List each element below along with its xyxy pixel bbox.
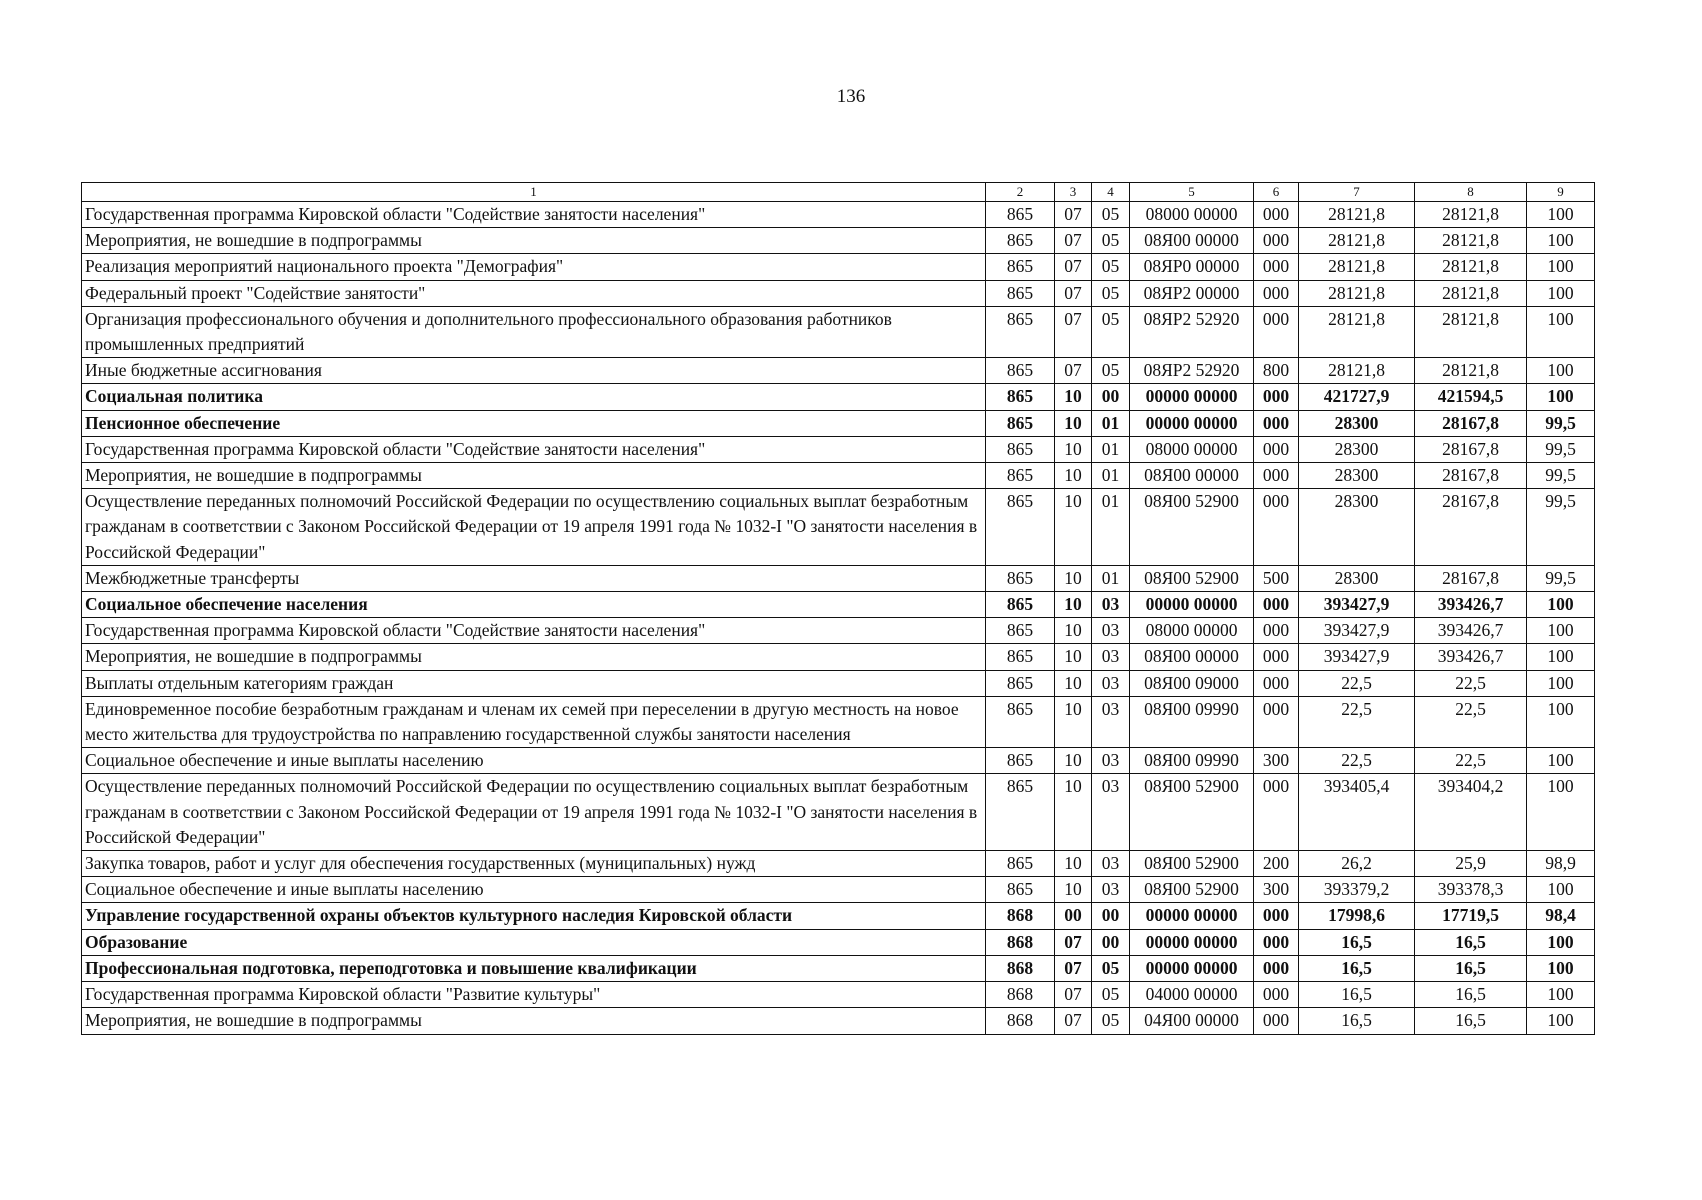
section-code: 10 (1055, 384, 1092, 410)
expense-type: 000 (1254, 384, 1299, 410)
subsection-code: 01 (1092, 410, 1130, 436)
table-row (82, 228, 1595, 254)
actual-amount: 22,5 (1415, 696, 1527, 747)
row-name: Закупка товаров, работ и услуг для обеспечения государственных (муниципальных) нужд (82, 851, 986, 877)
column-header-6: 6 (1254, 183, 1299, 202)
expense-type: 000 (1254, 774, 1299, 851)
section-code: 07 (1055, 955, 1092, 981)
expense-type: 000 (1254, 1008, 1299, 1034)
actual-amount: 28121,8 (1415, 202, 1527, 228)
section-code: 10 (1055, 410, 1092, 436)
ministry-code: 865 (986, 254, 1055, 280)
budget-table (81, 182, 1595, 1035)
planned-amount: 28300 (1299, 489, 1415, 566)
table-row (82, 851, 1595, 877)
actual-amount: 28121,8 (1415, 280, 1527, 306)
subsection-code: 03 (1092, 774, 1130, 851)
table-row (82, 696, 1595, 747)
target-article: 00000 00000 (1130, 929, 1254, 955)
planned-amount: 393427,9 (1299, 618, 1415, 644)
execution-percent: 100 (1527, 202, 1595, 228)
ministry-code: 868 (986, 955, 1055, 981)
actual-amount: 28121,8 (1415, 306, 1527, 357)
ministry-code: 865 (986, 592, 1055, 618)
subsection-code: 05 (1092, 1008, 1130, 1034)
page-number: 136 (836, 86, 866, 107)
ministry-code: 865 (986, 436, 1055, 462)
execution-percent: 100 (1527, 384, 1595, 410)
subsection-code: 03 (1092, 851, 1130, 877)
row-name: Выплаты отдельным категориям граждан (82, 670, 986, 696)
row-name: Мероприятия, не вошедшие в подпрограммы (82, 228, 986, 254)
execution-percent: 99,5 (1527, 410, 1595, 436)
planned-amount: 28300 (1299, 410, 1415, 436)
section-code: 10 (1055, 565, 1092, 591)
ministry-code: 865 (986, 774, 1055, 851)
expense-type: 000 (1254, 982, 1299, 1008)
subsection-code: 05 (1092, 982, 1130, 1008)
section-code: 07 (1055, 280, 1092, 306)
execution-percent: 99,5 (1527, 436, 1595, 462)
planned-amount: 22,5 (1299, 670, 1415, 696)
target-article: 08Я00 00000 (1130, 644, 1254, 670)
actual-amount: 22,5 (1415, 670, 1527, 696)
actual-amount: 421594,5 (1415, 384, 1527, 410)
execution-percent: 98,4 (1527, 903, 1595, 929)
planned-amount: 22,5 (1299, 748, 1415, 774)
target-article: 08000 00000 (1130, 618, 1254, 644)
ministry-code: 865 (986, 644, 1055, 670)
execution-percent: 100 (1527, 254, 1595, 280)
subsection-code: 05 (1092, 306, 1130, 357)
subsection-code: 05 (1092, 358, 1130, 384)
ministry-code: 865 (986, 306, 1055, 357)
execution-percent: 100 (1527, 1008, 1595, 1034)
ministry-code: 865 (986, 618, 1055, 644)
ministry-code: 865 (986, 463, 1055, 489)
execution-percent: 100 (1527, 644, 1595, 670)
expense-type: 000 (1254, 228, 1299, 254)
ministry-code: 868 (986, 929, 1055, 955)
ministry-code: 865 (986, 565, 1055, 591)
actual-amount: 22,5 (1415, 748, 1527, 774)
expense-type: 000 (1254, 306, 1299, 357)
table-row (82, 254, 1595, 280)
subsection-code: 05 (1092, 202, 1130, 228)
execution-percent: 100 (1527, 358, 1595, 384)
target-article: 08Я00 52900 (1130, 565, 1254, 591)
execution-percent: 100 (1527, 696, 1595, 747)
planned-amount: 28121,8 (1299, 358, 1415, 384)
planned-amount: 393427,9 (1299, 644, 1415, 670)
row-name: Социальное обеспечение и иные выплаты населению (82, 877, 986, 903)
section-code: 10 (1055, 748, 1092, 774)
row-name: Государственная программа Кировской области "Содействие занятости населения" (82, 618, 986, 644)
target-article: 00000 00000 (1130, 410, 1254, 436)
section-code: 07 (1055, 306, 1092, 357)
table-row (82, 565, 1595, 591)
expense-type: 000 (1254, 410, 1299, 436)
target-article: 08Я00 52900 (1130, 877, 1254, 903)
execution-percent: 100 (1527, 670, 1595, 696)
section-code: 07 (1055, 358, 1092, 384)
ministry-code: 865 (986, 748, 1055, 774)
expense-type: 200 (1254, 851, 1299, 877)
table-row (82, 644, 1595, 670)
table-row (82, 358, 1595, 384)
table-row (82, 1008, 1595, 1034)
actual-amount: 28167,8 (1415, 565, 1527, 591)
table-row (82, 436, 1595, 462)
execution-percent: 98,9 (1527, 851, 1595, 877)
ministry-code: 865 (986, 489, 1055, 566)
execution-percent: 100 (1527, 280, 1595, 306)
section-code: 10 (1055, 644, 1092, 670)
ministry-code: 868 (986, 982, 1055, 1008)
table-row (82, 903, 1595, 929)
table-row (82, 670, 1595, 696)
expense-type: 000 (1254, 489, 1299, 566)
planned-amount: 17998,6 (1299, 903, 1415, 929)
actual-amount: 28167,8 (1415, 436, 1527, 462)
expense-type: 300 (1254, 877, 1299, 903)
target-article: 00000 00000 (1130, 955, 1254, 981)
subsection-code: 05 (1092, 254, 1130, 280)
target-article: 08Я00 00000 (1130, 463, 1254, 489)
target-article: 00000 00000 (1130, 903, 1254, 929)
planned-amount: 28121,8 (1299, 202, 1415, 228)
planned-amount: 28300 (1299, 463, 1415, 489)
actual-amount: 28121,8 (1415, 254, 1527, 280)
execution-percent: 99,5 (1527, 489, 1595, 566)
planned-amount: 28121,8 (1299, 228, 1415, 254)
table-row (82, 463, 1595, 489)
actual-amount: 393426,7 (1415, 592, 1527, 618)
target-article: 08Я00 52900 (1130, 851, 1254, 877)
row-name: Организация профессионального обучения и дополнительного профессионального образования работников промышленных предприятий (82, 306, 986, 357)
subsection-code: 01 (1092, 436, 1130, 462)
execution-percent: 100 (1527, 592, 1595, 618)
row-name: Государственная программа Кировской области "Содействие занятости населения" (82, 202, 986, 228)
row-name: Профессиональная подготовка, переподготовка и повышение квалификации (82, 955, 986, 981)
subsection-code: 01 (1092, 489, 1130, 566)
actual-amount: 28167,8 (1415, 489, 1527, 566)
planned-amount: 28121,8 (1299, 254, 1415, 280)
table-row (82, 306, 1595, 357)
target-article: 04Я00 00000 (1130, 1008, 1254, 1034)
planned-amount: 393405,4 (1299, 774, 1415, 851)
section-code: 10 (1055, 489, 1092, 566)
column-header-3: 3 (1055, 183, 1092, 202)
subsection-code: 05 (1092, 228, 1130, 254)
row-name: Управление государственной охраны объектов культурного наследия Кировской области (82, 903, 986, 929)
target-article: 08ЯР0 00000 (1130, 254, 1254, 280)
column-header-9: 9 (1527, 183, 1595, 202)
section-code: 07 (1055, 1008, 1092, 1034)
column-header-5: 5 (1130, 183, 1254, 202)
ministry-code: 865 (986, 280, 1055, 306)
target-article: 08ЯР2 00000 (1130, 280, 1254, 306)
execution-percent: 100 (1527, 955, 1595, 981)
ministry-code: 865 (986, 384, 1055, 410)
column-header-7: 7 (1299, 183, 1415, 202)
subsection-code: 03 (1092, 618, 1130, 644)
expense-type: 300 (1254, 748, 1299, 774)
subsection-code: 00 (1092, 929, 1130, 955)
ministry-code: 865 (986, 410, 1055, 436)
section-code: 07 (1055, 228, 1092, 254)
table-header-row (82, 183, 1595, 202)
target-article: 08Я00 09990 (1130, 748, 1254, 774)
actual-amount: 393426,7 (1415, 644, 1527, 670)
expense-type: 000 (1254, 436, 1299, 462)
row-name: Социальная политика (82, 384, 986, 410)
ministry-code: 868 (986, 1008, 1055, 1034)
section-code: 07 (1055, 982, 1092, 1008)
row-name: Социальное обеспечение населения (82, 592, 986, 618)
planned-amount: 26,2 (1299, 851, 1415, 877)
expense-type: 500 (1254, 565, 1299, 591)
section-code: 07 (1055, 929, 1092, 955)
section-code: 10 (1055, 774, 1092, 851)
planned-amount: 28121,8 (1299, 280, 1415, 306)
expense-type: 000 (1254, 644, 1299, 670)
actual-amount: 25,9 (1415, 851, 1527, 877)
target-article: 08Я00 09000 (1130, 670, 1254, 696)
expense-type: 000 (1254, 618, 1299, 644)
ministry-code: 865 (986, 877, 1055, 903)
actual-amount: 28121,8 (1415, 228, 1527, 254)
row-name: Государственная программа Кировской области "Развитие культуры" (82, 982, 986, 1008)
ministry-code: 865 (986, 228, 1055, 254)
row-name: Осуществление переданных полномочий Российской Федерации по осуществлению социальных выплат безработным гражданам в соответствии с Законом Российской Федерации от 19 апреля 1991 года № 1032-I "О занятости населения в Российской Федерации" (82, 489, 986, 566)
target-article: 04000 00000 (1130, 982, 1254, 1008)
target-article: 08Я00 52900 (1130, 774, 1254, 851)
planned-amount: 16,5 (1299, 982, 1415, 1008)
section-code: 10 (1055, 592, 1092, 618)
table-row (82, 410, 1595, 436)
row-name: Пенсионное обеспечение (82, 410, 986, 436)
ministry-code: 865 (986, 670, 1055, 696)
subsection-code: 05 (1092, 955, 1130, 981)
execution-percent: 99,5 (1527, 463, 1595, 489)
table-row (82, 489, 1595, 566)
actual-amount: 28167,8 (1415, 463, 1527, 489)
target-article: 00000 00000 (1130, 384, 1254, 410)
ministry-code: 868 (986, 903, 1055, 929)
execution-percent: 100 (1527, 748, 1595, 774)
row-name: Единовременное пособие безработным гражданам и членам их семей при переселении в другую местность на новое место жительства для трудоустройства по направлению государственной службы занятости населения (82, 696, 986, 747)
planned-amount: 421727,9 (1299, 384, 1415, 410)
execution-percent: 99,5 (1527, 565, 1595, 591)
table-row (82, 982, 1595, 1008)
actual-amount: 28121,8 (1415, 358, 1527, 384)
row-name: Межбюджетные трансферты (82, 565, 986, 591)
planned-amount: 28300 (1299, 436, 1415, 462)
expense-type: 000 (1254, 929, 1299, 955)
execution-percent: 100 (1527, 929, 1595, 955)
subsection-code: 01 (1092, 565, 1130, 591)
section-code: 10 (1055, 877, 1092, 903)
subsection-code: 03 (1092, 696, 1130, 747)
expense-type: 800 (1254, 358, 1299, 384)
section-code: 10 (1055, 696, 1092, 747)
row-name: Федеральный проект "Содействие занятости" (82, 280, 986, 306)
section-code: 07 (1055, 202, 1092, 228)
subsection-code: 00 (1092, 903, 1130, 929)
planned-amount: 16,5 (1299, 929, 1415, 955)
planned-amount: 22,5 (1299, 696, 1415, 747)
execution-percent: 100 (1527, 877, 1595, 903)
column-header-8: 8 (1415, 183, 1527, 202)
planned-amount: 28121,8 (1299, 306, 1415, 357)
section-code: 10 (1055, 670, 1092, 696)
table-row (82, 202, 1595, 228)
row-name: Реализация мероприятий национального проекта "Демография" (82, 254, 986, 280)
target-article: 08000 00000 (1130, 202, 1254, 228)
expense-type: 000 (1254, 955, 1299, 981)
execution-percent: 100 (1527, 228, 1595, 254)
subsection-code: 05 (1092, 280, 1130, 306)
execution-percent: 100 (1527, 982, 1595, 1008)
target-article: 08000 00000 (1130, 436, 1254, 462)
subsection-code: 03 (1092, 670, 1130, 696)
actual-amount: 16,5 (1415, 955, 1527, 981)
actual-amount: 16,5 (1415, 1008, 1527, 1034)
execution-percent: 100 (1527, 774, 1595, 851)
planned-amount: 16,5 (1299, 955, 1415, 981)
column-header-1: 1 (82, 183, 986, 202)
target-article: 08Я00 09990 (1130, 696, 1254, 747)
expense-type: 000 (1254, 254, 1299, 280)
section-code: 10 (1055, 618, 1092, 644)
target-article: 08Я00 52900 (1130, 489, 1254, 566)
planned-amount: 393379,2 (1299, 877, 1415, 903)
expense-type: 000 (1254, 592, 1299, 618)
execution-percent: 100 (1527, 306, 1595, 357)
section-code: 00 (1055, 903, 1092, 929)
actual-amount: 17719,5 (1415, 903, 1527, 929)
ministry-code: 865 (986, 696, 1055, 747)
actual-amount: 393404,2 (1415, 774, 1527, 851)
expense-type: 000 (1254, 280, 1299, 306)
ministry-code: 865 (986, 358, 1055, 384)
table-row (82, 618, 1595, 644)
actual-amount: 16,5 (1415, 982, 1527, 1008)
table-row (82, 929, 1595, 955)
section-code: 10 (1055, 436, 1092, 462)
actual-amount: 28167,8 (1415, 410, 1527, 436)
actual-amount: 16,5 (1415, 929, 1527, 955)
expense-type: 000 (1254, 903, 1299, 929)
row-name: Мероприятия, не вошедшие в подпрограммы (82, 1008, 986, 1034)
row-name: Мероприятия, не вошедшие в подпрограммы (82, 644, 986, 670)
execution-percent: 100 (1527, 618, 1595, 644)
subsection-code: 03 (1092, 644, 1130, 670)
expense-type: 000 (1254, 696, 1299, 747)
ministry-code: 865 (986, 202, 1055, 228)
planned-amount: 16,5 (1299, 1008, 1415, 1034)
row-name: Социальное обеспечение и иные выплаты населению (82, 748, 986, 774)
row-name: Образование (82, 929, 986, 955)
subsection-code: 00 (1092, 384, 1130, 410)
section-code: 10 (1055, 463, 1092, 489)
target-article: 08ЯР2 52920 (1130, 358, 1254, 384)
table-row (82, 280, 1595, 306)
row-name: Государственная программа Кировской области "Содействие занятости населения" (82, 436, 986, 462)
subsection-code: 03 (1092, 592, 1130, 618)
table-row (82, 384, 1595, 410)
expense-type: 000 (1254, 463, 1299, 489)
expense-type: 000 (1254, 670, 1299, 696)
column-header-2: 2 (986, 183, 1055, 202)
section-code: 10 (1055, 851, 1092, 877)
planned-amount: 28300 (1299, 565, 1415, 591)
target-article: 08ЯР2 52920 (1130, 306, 1254, 357)
table-row (82, 748, 1595, 774)
table-row (82, 955, 1595, 981)
actual-amount: 393378,3 (1415, 877, 1527, 903)
target-article: 08Я00 00000 (1130, 228, 1254, 254)
expense-type: 000 (1254, 202, 1299, 228)
table-row (82, 592, 1595, 618)
subsection-code: 01 (1092, 463, 1130, 489)
target-article: 00000 00000 (1130, 592, 1254, 618)
column-header-4: 4 (1092, 183, 1130, 202)
section-code: 07 (1055, 254, 1092, 280)
planned-amount: 393427,9 (1299, 592, 1415, 618)
ministry-code: 865 (986, 851, 1055, 877)
row-name: Осуществление переданных полномочий Российской Федерации по осуществлению социальных выплат безработным гражданам в соответствии с Законом Российской Федерации от 19 апреля 1991 года № 1032-I "О занятости населения в Российской Федерации" (82, 774, 986, 851)
row-name: Мероприятия, не вошедшие в подпрограммы (82, 463, 986, 489)
subsection-code: 03 (1092, 877, 1130, 903)
table-row (82, 877, 1595, 903)
subsection-code: 03 (1092, 748, 1130, 774)
table-row (82, 774, 1595, 851)
actual-amount: 393426,7 (1415, 618, 1527, 644)
row-name: Иные бюджетные ассигнования (82, 358, 986, 384)
